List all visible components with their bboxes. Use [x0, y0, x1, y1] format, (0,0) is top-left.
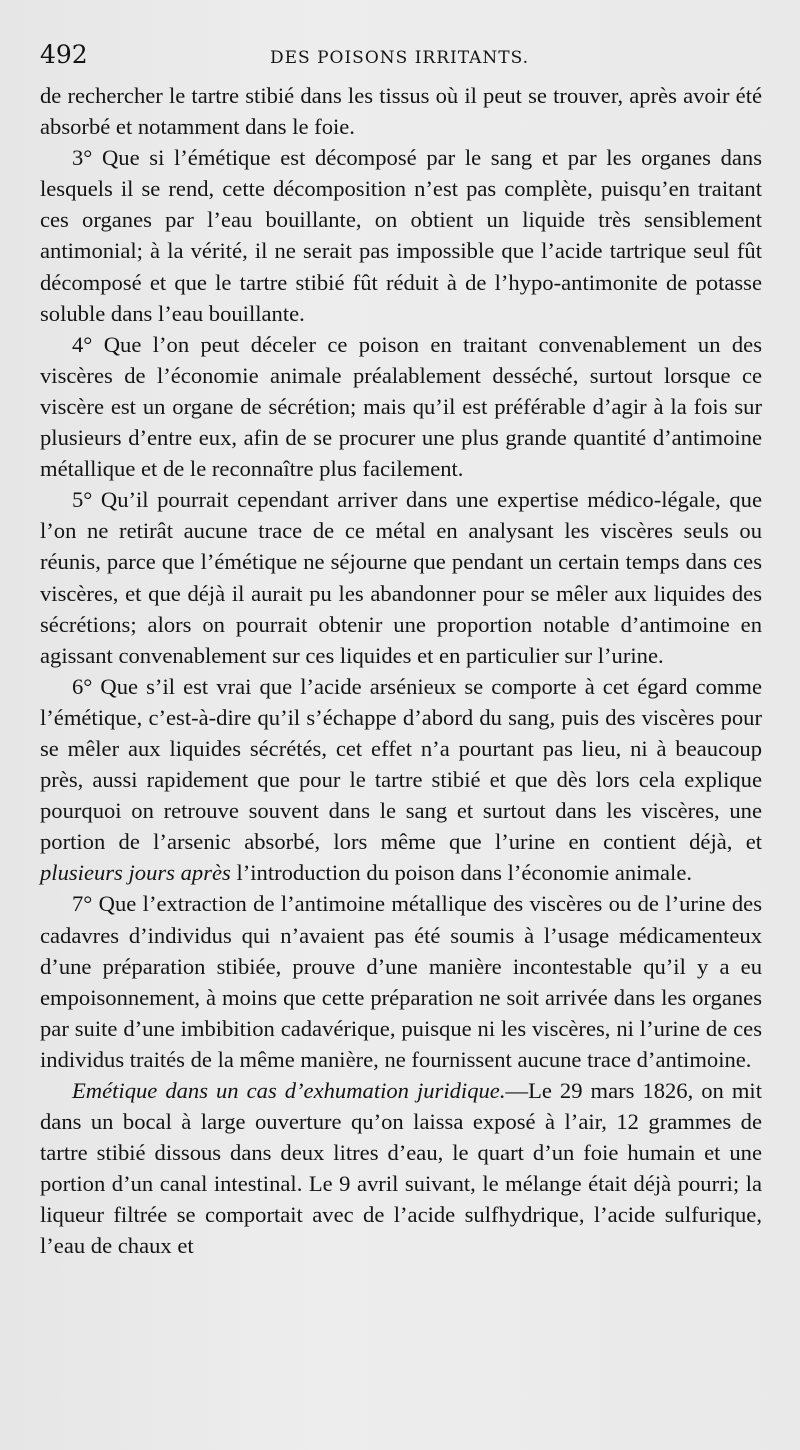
paragraph-point-7: 7° Que l’extraction de l’antimoine métallique des viscères ou de l’urine des cadavres d’individus qui n’avaient pas été soumis à l’usage médicamenteux d’une préparation stibiée, prouve d’une manière incontestable qu’il y a eu empoisonnement, à moins que cette préparation ne soit arrivée dans les organes par suite d’une imbibition cadavérique, puisque ni les viscères, ni l’urine de ces individus traités de la même manière, ne fournissent aucune trace d’antimoine. [40, 891, 762, 1072]
paragraph-point-6 [40, 671, 762, 889]
running-title: DES POISONS IRRITANTS. [270, 48, 530, 68]
paragraph-point-4: 4° Que l’on peut déceler ce poison en traitant convenablement un des viscères de l’économie animale préalablement desséché, surtout lorsque ce viscère est un organe de sécrétion; mais qu’il est préférable d’agir à la fois sur plusieurs d’entre eux, afin de se procurer une plus grande quantité d’antimoine métallique et de le reconnaître plus facilement. [40, 331, 762, 482]
paragraph-continuation: de rechercher le tartre stibié dans les tissus où il peut se trouver, après avoir été absorbé et notamment dans le foie. [40, 83, 762, 140]
page-header [40, 38, 760, 78]
paragraph-point-3: 3° Que si l’émétique est décomposé par le sang et par les organes dans lesquels il se rend, cette décomposition n’est pas complète, puisqu’en traitant ces organes par l’eau bouillante, on obtient un liquide très sensiblement antimonial; à la vérité, il ne serait pas impossible que l’acide tartrique seul fût décomposé et que le tartre stibié fût réduit à de l’hypo-antimonite de potasse soluble dans l’eau bouillante. [40, 145, 762, 326]
page-number: 492 [40, 40, 88, 69]
paragraph-point-6-text: 6° Que s’il est vrai que l’acide arsénieux se comporte à cet égard comme l’émétique, c’est-à-dire qu’il s’échappe d’abord du sang, puis des viscères pour se mêler aux liquides sécrétés, cet effet n’a pourtant pas lieu, ni à beaucoup près, aussi rapidement que pour le tartre stibié et que dès lors cela explique pourquoi on retrouve souvent dans le sang et surtout dans les viscères, une portion de l’arsenic absorbé, lors même que l’urine en contient déjà, et [40, 673, 762, 855]
paragraph-point-6-tail: l’introduction du poison dans l’économie animale. [230, 860, 692, 886]
emphasis-text: plusieurs jours après [40, 860, 231, 886]
body-text [40, 80, 762, 1262]
section-text: —Le 29 mars 1826, on mit dans un bocal à large ouverture qu’on laissa exposé à l’air, 12 grammes de tartre stibié dissous dans deux litres d’eau, le quart d’un foie humain et une portion d’un canal intestinal. Le 9 avril suivant, le mélange était déjà pourri; la liqueur filtrée se comportait avec de l’acide sulfhydrique, l’acide sulfurique, l’eau de chaux et [40, 1078, 762, 1259]
paragraph-point-5: 5° Qu’il pourrait cependant arriver dans une expertise médico-légale, que l’on ne retirât aucune trace de ce métal en analysant les viscères seuls ou réunis, parce que l’émétique ne séjourne que pendant un certain temps dans ces viscères, et que déjà il aurait pu les abandonner pour se mêler aux liquides des sécrétions; alors on pourrait obtenir une proportion notable d’antimoine en agissant convenablement sur ces liquides et en particulier sur l’urine. [40, 487, 762, 668]
paragraph-section [40, 1075, 762, 1262]
section-heading: Emétique dans un cas d’exhumation juridique. [72, 1078, 506, 1103]
